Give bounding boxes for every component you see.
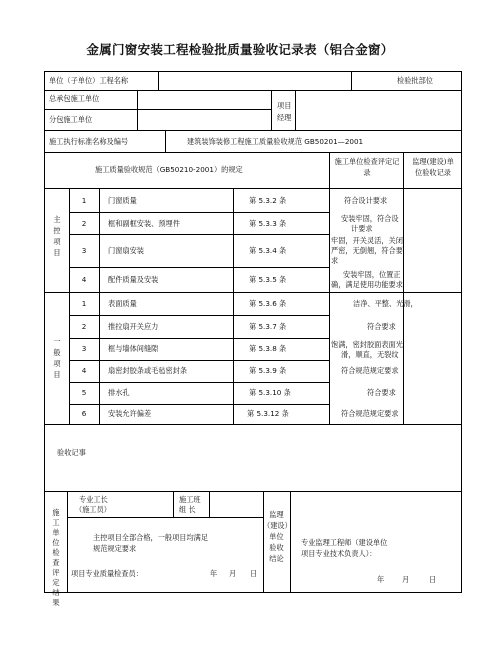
- item-name: 排水孔: [108, 388, 130, 397]
- row-divider: [69, 212, 329, 213]
- team-leader-label: 施工班: [179, 495, 201, 504]
- batch-location-label: 检验批部位: [397, 76, 433, 85]
- check-result: 安装牢固，位置正: [343, 270, 401, 279]
- acceptance-records-label: 验收记事: [57, 448, 86, 457]
- item-name: 表面质量: [108, 299, 137, 308]
- team-leader-label: 组 长: [179, 505, 196, 514]
- quality-inspector-label: 项目专业质量检查员：: [71, 569, 143, 578]
- main-control-group-label: 主 控 项 目: [53, 215, 61, 257]
- row-number: 2: [81, 322, 87, 331]
- supervision-header: 监理(建设)单: [412, 157, 454, 166]
- row-divider: [69, 338, 329, 339]
- row-divider: [67, 517, 263, 518]
- standard-label: 施工执行标准名称及编号: [49, 137, 129, 146]
- foreman-label: 专业工长: [79, 495, 108, 504]
- check-result: 计要求: [351, 224, 373, 233]
- clause-ref: 第 5.3.3 条: [249, 219, 287, 228]
- check-result: 求: [331, 256, 339, 265]
- column-divider: [403, 152, 404, 424]
- column-divider: [137, 90, 138, 130]
- standard-value: 建筑装饰装修工程施工质量验收规范 GB50201—2001: [187, 137, 364, 146]
- clause-ref: 第 5.3.6 条: [249, 299, 287, 308]
- general-contractor-label: 总承包施工单位: [49, 94, 100, 103]
- row-number: 1: [81, 299, 87, 308]
- item-name: 门窗扇安装: [108, 246, 144, 255]
- foreman-label: （施工员）: [75, 505, 111, 514]
- row-number: 3: [81, 344, 87, 353]
- row-number: 3: [81, 246, 87, 255]
- date-month: 月: [229, 569, 237, 578]
- row-divider: [69, 382, 329, 383]
- inspection-record-table: [44, 71, 462, 607]
- check-result: 符合规范规定要求: [341, 409, 399, 418]
- column-divider: [329, 152, 330, 424]
- row-divider: [45, 188, 461, 189]
- column-divider: [99, 188, 100, 424]
- spec-column-header: 施工质量验收规范（GB50210-2001）的规定: [95, 165, 243, 174]
- unit-project-label: 单位（子单位）工程名称: [49, 76, 129, 85]
- check-result: 安装牢固，符合设: [341, 214, 399, 223]
- item-name: 推拉扇开关应力: [108, 322, 159, 331]
- general-group-label: 一 般 项 目: [53, 337, 61, 379]
- check-result: 符合设计要求: [344, 196, 388, 205]
- column-divider: [158, 72, 159, 90]
- date-year: 年: [210, 569, 218, 578]
- sup-date-year: 年: [377, 575, 385, 584]
- supervisor-label: 专业监理工程师（建设单位: [301, 538, 388, 547]
- clause-ref: 第 5.3.2 条: [249, 196, 287, 205]
- row-number: 4: [81, 366, 87, 375]
- clause-ref: 第 5.3.12 条: [247, 409, 289, 418]
- item-name: 安装允许偏差: [108, 409, 152, 418]
- check-result: 符合要求: [367, 388, 396, 397]
- form-title: 金属门窗安装工程检验批质量验收记录表（铝合金窗）: [86, 42, 394, 57]
- check-result: 牢固，开关灵活，关闭: [331, 236, 403, 245]
- item-name: 门窗质量: [108, 196, 137, 205]
- row-divider: [45, 90, 461, 91]
- clause-ref: 第 5.3.10 条: [249, 388, 291, 397]
- row-divider: [69, 404, 329, 405]
- clause-ref: 第 5.3.9 条: [249, 366, 287, 375]
- construction-eval-label: 施 工 单 位 检 查 评 定 结 果: [52, 508, 60, 607]
- row-divider: [69, 360, 329, 361]
- project-manager-label: 项目: [277, 101, 292, 110]
- item-name: 扇密封胶条或毛毡密封条: [108, 366, 188, 375]
- clause-ref: 第 5.3.5 条: [249, 275, 287, 284]
- row-divider: [45, 424, 461, 425]
- supervision-header: 位验收记录: [415, 168, 451, 177]
- row-number: 6: [81, 409, 87, 418]
- row-divider: [45, 130, 461, 131]
- item-name: 框和副框安装、预埋件: [108, 219, 180, 228]
- check-result: 滑，顺直，无裂纹: [341, 350, 399, 359]
- check-result: 严密，无倒翘，符合要: [331, 246, 403, 255]
- row-number: 1: [81, 196, 87, 205]
- row-divider: [69, 315, 329, 316]
- sup-date-day: 日: [429, 575, 437, 584]
- construction-check-header: 施工单位检查评定记: [334, 157, 400, 166]
- conclusion-text: 主控项目全部合格，一般项目均满足: [93, 533, 209, 542]
- row-divider: [69, 234, 329, 235]
- date-day: 日: [250, 569, 258, 578]
- row-number: 5: [81, 388, 87, 397]
- supervisor-label: 项目专业技术负责人）：: [301, 549, 377, 558]
- check-result: 确，满足使用功能要求: [331, 280, 403, 289]
- sub-contractor-label: 分包施工单位: [49, 115, 93, 124]
- row-divider: [45, 292, 461, 293]
- row-divider: [45, 109, 271, 110]
- column-divider: [295, 90, 296, 130]
- check-result: 洁净、平整、光滑，: [353, 299, 418, 308]
- column-divider: [209, 491, 210, 517]
- column-divider: [67, 491, 68, 593]
- conclusion-text: 规范规定要求: [93, 544, 137, 553]
- column-divider: [351, 72, 352, 90]
- check-result: 符合要求: [367, 322, 396, 331]
- row-divider: [69, 267, 329, 268]
- check-result: 饱满，密封胶面表面光: [331, 340, 403, 349]
- column-divider: [173, 491, 174, 517]
- row-divider: [45, 152, 461, 153]
- column-divider: [271, 90, 272, 130]
- clause-ref: 第 5.3.7 条: [249, 322, 287, 331]
- supervision-conclusion-label: 监理 （建设） 单位 验收 结论: [263, 510, 292, 563]
- project-manager-label: 经理: [277, 113, 292, 122]
- column-divider: [290, 491, 291, 593]
- row-number: 4: [81, 275, 87, 284]
- row-divider: [45, 491, 461, 492]
- check-result: 符合规范规定要求: [341, 366, 399, 375]
- column-divider: [233, 188, 234, 424]
- sup-date-month: 月: [402, 575, 410, 584]
- clause-ref: 第 5.3.8 条: [249, 344, 287, 353]
- clause-ref: 第 5.3.4 条: [249, 246, 287, 255]
- row-number: 2: [81, 219, 87, 228]
- item-name: 框与墙体间缝隙: [108, 344, 159, 353]
- item-name: 配件质量及安装: [108, 275, 159, 284]
- column-divider: [165, 130, 166, 152]
- construction-check-header: 录: [363, 168, 371, 177]
